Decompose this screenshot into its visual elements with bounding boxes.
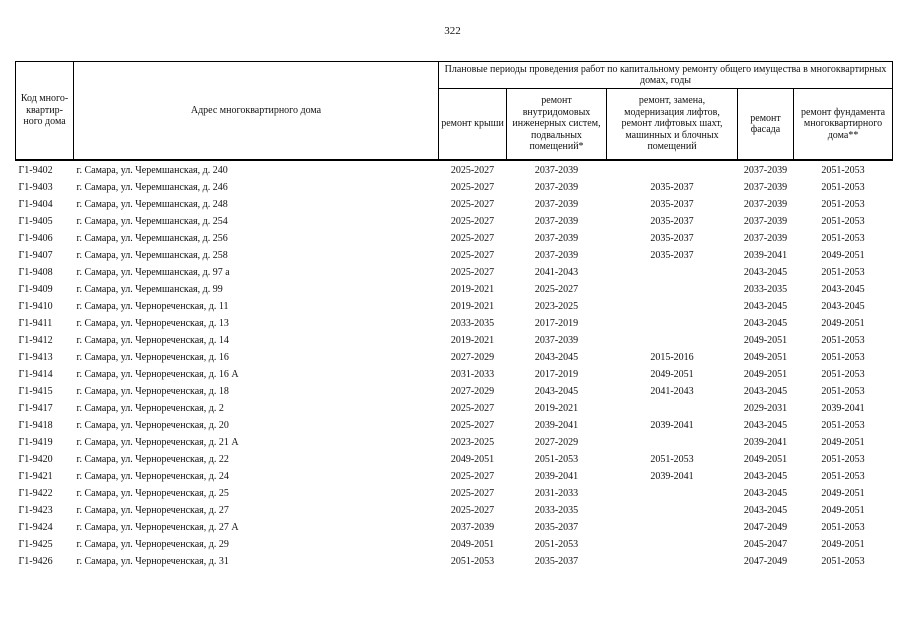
facade-period: 2037-2039: [743, 233, 788, 244]
page-number: 322: [444, 25, 461, 37]
roof-period: 2025-2027: [450, 505, 495, 516]
engineering-period: 2039-2041: [534, 420, 579, 431]
elevator-period: [607, 315, 738, 332]
house-address: г. Самара, ул. Чернореченская, д. 20: [76, 420, 229, 431]
elevator-period: 2051-2053: [650, 454, 694, 465]
foundation-period: 2051-2053: [821, 454, 865, 465]
engineering-period: 2037-2039: [534, 182, 579, 193]
header-facade-repair: ремонт фасада: [738, 89, 794, 161]
facade-period: 2029-2031: [743, 403, 788, 414]
engineering-period: 2051-2053: [534, 539, 579, 550]
foundation-period: 2051-2053: [821, 233, 865, 244]
house-address: г. Самара, ул. Черемшанская, д. 254: [76, 216, 228, 227]
table-row: [16, 383, 893, 400]
foundation-period: 2051-2053: [821, 267, 865, 278]
roof-period: 2033-2035: [450, 318, 495, 329]
table-row: [16, 400, 893, 417]
roof-period: 2019-2021: [450, 335, 495, 346]
roof-period: 2019-2021: [450, 301, 495, 312]
facade-period: 2043-2045: [743, 386, 788, 397]
elevator-period: 2015-2016: [650, 352, 694, 363]
foundation-period: 2039-2041: [821, 403, 865, 414]
table-row: [16, 315, 893, 332]
foundation-period: 2051-2053: [821, 369, 865, 380]
roof-period: 2037-2039: [450, 522, 495, 533]
house-code: Г1-9420: [18, 454, 53, 465]
elevator-period: [607, 298, 738, 315]
table-row: [16, 485, 893, 502]
house-code: Г1-9414: [18, 369, 53, 380]
roof-period: 2025-2027: [450, 199, 495, 210]
elevator-period: [607, 332, 738, 349]
foundation-period: 2051-2053: [821, 182, 865, 193]
house-code: Г1-9421: [18, 471, 53, 482]
house-address: г. Самара, ул. Чернореченская, д. 27: [76, 505, 229, 516]
facade-period: 2049-2051: [743, 369, 788, 380]
header-periods-title: Плановые периоды проведения работ по капитальному ремонту общего имущества в многоквартирных домах, годы: [439, 62, 893, 89]
engineering-period: 2031-2033: [534, 488, 579, 499]
engineering-period: 2037-2039: [534, 250, 579, 261]
house-code: Г1-9425: [18, 539, 53, 550]
foundation-period: 2049-2051: [821, 318, 865, 329]
roof-period: 2025-2027: [450, 182, 495, 193]
table-row: [16, 519, 893, 536]
roof-period: 2025-2027: [450, 165, 495, 176]
foundation-period: 2051-2053: [821, 522, 865, 533]
house-address: г. Самара, ул. Черемшанская, д. 240: [76, 165, 228, 176]
house-code: Г1-9418: [18, 420, 53, 431]
elevator-period: [607, 519, 738, 536]
elevator-period: 2039-2041: [650, 420, 694, 431]
house-address: г. Самара, ул. Чернореченская, д. 16: [76, 352, 229, 363]
table-row: [16, 553, 893, 570]
roof-period: 2025-2027: [450, 420, 495, 431]
facade-period: 2033-2035: [743, 284, 788, 295]
elevator-period: 2039-2041: [650, 471, 694, 482]
engineering-period: 2035-2037: [534, 556, 579, 567]
house-address: г. Самара, ул. Чернореченская, д. 16 А: [76, 369, 239, 380]
house-code: Г1-9426: [18, 556, 53, 567]
roof-period: 2049-2051: [450, 539, 495, 550]
header-foundation-repair: ремонт фундамента многоквартирного дома**: [794, 89, 893, 161]
roof-period: 2027-2029: [450, 386, 495, 397]
facade-period: 2043-2045: [743, 488, 788, 499]
engineering-period: 2037-2039: [534, 165, 579, 176]
engineering-period: 2051-2053: [534, 454, 579, 465]
capital-repair-table: [15, 61, 893, 570]
table-row: [16, 179, 893, 196]
house-code: Г1-9415: [18, 386, 53, 397]
engineering-period: 2027-2029: [534, 437, 579, 448]
facade-period: 2047-2049: [743, 522, 788, 533]
elevator-period: [607, 264, 738, 281]
house-address: г. Самара, ул. Чернореченская, д. 11: [76, 301, 229, 312]
engineering-period: 2033-2035: [534, 505, 579, 516]
table-row: [16, 230, 893, 247]
roof-period: 2051-2053: [450, 556, 495, 567]
foundation-period: 2049-2051: [821, 488, 865, 499]
house-address: г. Самара, ул. Черемшанская, д. 256: [76, 233, 228, 244]
engineering-period: 2043-2045: [534, 352, 579, 363]
header-roof-repair: ремонт крыши: [439, 89, 507, 161]
facade-period: 2043-2045: [743, 505, 788, 516]
engineering-period: 2037-2039: [534, 199, 579, 210]
house-address: г. Самара, ул. Чернореченская, д. 2: [76, 403, 224, 414]
foundation-period: 2049-2051: [821, 505, 865, 516]
table-row: [16, 434, 893, 451]
elevator-period: [607, 160, 738, 179]
table-row: [16, 468, 893, 485]
table-body: [16, 160, 893, 570]
house-code: Г1-9410: [18, 301, 53, 312]
engineering-period: 2041-2043: [534, 267, 579, 278]
elevator-period: [607, 434, 738, 451]
facade-period: 2049-2051: [743, 352, 788, 363]
house-address: г. Самара, ул. Черемшанская, д. 246: [76, 182, 228, 193]
house-code: Г1-9412: [18, 335, 53, 346]
house-code: Г1-9402: [18, 165, 53, 176]
table-row: [16, 502, 893, 519]
foundation-period: 2051-2053: [821, 420, 865, 431]
foundation-period: 2043-2045: [821, 284, 865, 295]
house-address: г. Самара, ул. Чернореченская, д. 31: [76, 556, 229, 567]
table-header: [16, 62, 893, 161]
house-address: г. Самара, ул. Чернореченская, д. 24: [76, 471, 229, 482]
house-code: Г1-9406: [18, 233, 53, 244]
elevator-period: [607, 536, 738, 553]
house-code: Г1-9411: [18, 318, 53, 329]
elevator-period: 2035-2037: [650, 233, 694, 244]
table-row: [16, 366, 893, 383]
foundation-period: 2051-2053: [821, 352, 865, 363]
roof-period: 2025-2027: [450, 250, 495, 261]
elevator-period: [607, 400, 738, 417]
house-code: Г1-9403: [18, 182, 53, 193]
elevator-period: [607, 485, 738, 502]
facade-period: 2037-2039: [743, 216, 788, 227]
facade-period: 2043-2045: [743, 267, 788, 278]
foundation-period: 2051-2053: [821, 335, 865, 346]
house-address: г. Самара, ул. Чернореченская, д. 29: [76, 539, 229, 550]
facade-period: 2049-2051: [743, 454, 788, 465]
foundation-period: 2043-2045: [821, 301, 865, 312]
house-address: г. Самара, ул. Черемшанская, д. 97 а: [76, 267, 230, 278]
foundation-period: 2051-2053: [821, 386, 865, 397]
table-row: [16, 417, 893, 434]
elevator-period: 2035-2037: [650, 182, 694, 193]
engineering-period: 2037-2039: [534, 216, 579, 227]
elevator-period: 2041-2043: [650, 386, 694, 397]
foundation-period: 2049-2051: [821, 250, 865, 261]
roof-period: 2049-2051: [450, 454, 495, 465]
engineering-period: 2037-2039: [534, 233, 579, 244]
roof-period: 2023-2025: [450, 437, 495, 448]
roof-period: 2025-2027: [450, 267, 495, 278]
foundation-period: 2051-2053: [821, 471, 865, 482]
facade-period: 2039-2041: [743, 250, 788, 261]
facade-period: 2037-2039: [743, 165, 788, 176]
house-code: Г1-9405: [18, 216, 53, 227]
table-row: [16, 264, 893, 281]
engineering-period: 2037-2039: [534, 335, 579, 346]
roof-period: 2025-2027: [450, 216, 495, 227]
header-engineering-systems-repair: ремонт внутридомовых инженерных систем, подвальных помещений*: [507, 89, 607, 161]
house-code: Г1-9407: [18, 250, 53, 261]
facade-period: 2037-2039: [743, 182, 788, 193]
house-address: г. Самара, ул. Черемшанская, д. 99: [76, 284, 223, 295]
facade-period: 2043-2045: [743, 471, 788, 482]
foundation-period: 2051-2053: [821, 216, 865, 227]
engineering-period: 2035-2037: [534, 522, 579, 533]
elevator-period: [607, 502, 738, 519]
house-code: Г1-9417: [18, 403, 53, 414]
house-address: г. Самара, ул. Чернореченская, д. 27 А: [76, 522, 239, 533]
foundation-period: 2049-2051: [821, 539, 865, 550]
roof-period: 2031-2033: [450, 369, 495, 380]
elevator-period: 2049-2051: [650, 369, 694, 380]
house-code: Г1-9424: [18, 522, 53, 533]
header-address: Адрес многоквартирного дома: [74, 62, 439, 161]
engineering-period: 2025-2027: [534, 284, 579, 295]
house-code: Г1-9408: [18, 267, 53, 278]
table-row: [16, 451, 893, 468]
house-code: Г1-9423: [18, 505, 53, 516]
elevator-period: 2035-2037: [650, 216, 694, 227]
roof-period: 2025-2027: [450, 488, 495, 499]
foundation-period: 2051-2053: [821, 199, 865, 210]
table-row: [16, 332, 893, 349]
house-code: Г1-9404: [18, 199, 53, 210]
foundation-period: 2051-2053: [821, 556, 865, 567]
house-address: г. Самара, ул. Чернореченская, д. 18: [76, 386, 229, 397]
house-address: г. Самара, ул. Чернореченская, д. 21 А: [76, 437, 239, 448]
house-address: г. Самара, ул. Чернореченская, д. 25: [76, 488, 229, 499]
facade-period: 2049-2051: [743, 335, 788, 346]
table-row: [16, 349, 893, 366]
house-code: Г1-9413: [18, 352, 53, 363]
header-code: Код много-квартир-ного дома: [16, 62, 74, 161]
house-address: г. Самара, ул. Чернореченская, д. 13: [76, 318, 229, 329]
house-address: г. Самара, ул. Черемшанская, д. 248: [76, 199, 228, 210]
house-code: Г1-9409: [18, 284, 53, 295]
elevator-period: [607, 281, 738, 298]
foundation-period: 2051-2053: [821, 165, 865, 176]
engineering-period: 2039-2041: [534, 471, 579, 482]
house-address: г. Самара, ул. Чернореченская, д. 14: [76, 335, 229, 346]
facade-period: 2037-2039: [743, 199, 788, 210]
table-row: [16, 536, 893, 553]
roof-period: 2027-2029: [450, 352, 495, 363]
elevator-period: 2035-2037: [650, 199, 694, 210]
roof-period: 2019-2021: [450, 284, 495, 295]
engineering-period: 2017-2019: [534, 318, 579, 329]
roof-period: 2025-2027: [450, 471, 495, 482]
facade-period: 2043-2045: [743, 420, 788, 431]
table-row: [16, 298, 893, 315]
table-row: [16, 213, 893, 230]
header-elevator-repair: ремонт, замена, модернизация лифтов, ремонт лифтовых шахт, машинных и блочных помещений: [607, 89, 738, 161]
house-code: Г1-9422: [18, 488, 53, 499]
elevator-period: 2035-2037: [650, 250, 694, 261]
house-code: Г1-9419: [18, 437, 53, 448]
table-row: [16, 281, 893, 298]
elevator-period: [607, 553, 738, 570]
facade-period: 2043-2045: [743, 301, 788, 312]
table-row: [16, 247, 893, 264]
table-row: [16, 160, 893, 179]
facade-period: 2047-2049: [743, 556, 788, 567]
roof-period: 2025-2027: [450, 403, 495, 414]
facade-period: 2045-2047: [743, 539, 788, 550]
facade-period: 2043-2045: [743, 318, 788, 329]
engineering-period: 2017-2019: [534, 369, 579, 380]
engineering-period: 2023-2025: [534, 301, 579, 312]
engineering-period: 2043-2045: [534, 386, 579, 397]
foundation-period: 2049-2051: [821, 437, 865, 448]
table-row: [16, 196, 893, 213]
engineering-period: 2019-2021: [534, 403, 579, 414]
facade-period: 2039-2041: [743, 437, 788, 448]
house-address: г. Самара, ул. Черемшанская, д. 258: [76, 250, 228, 261]
roof-period: 2025-2027: [450, 233, 495, 244]
house-address: г. Самара, ул. Чернореченская, д. 22: [76, 454, 229, 465]
